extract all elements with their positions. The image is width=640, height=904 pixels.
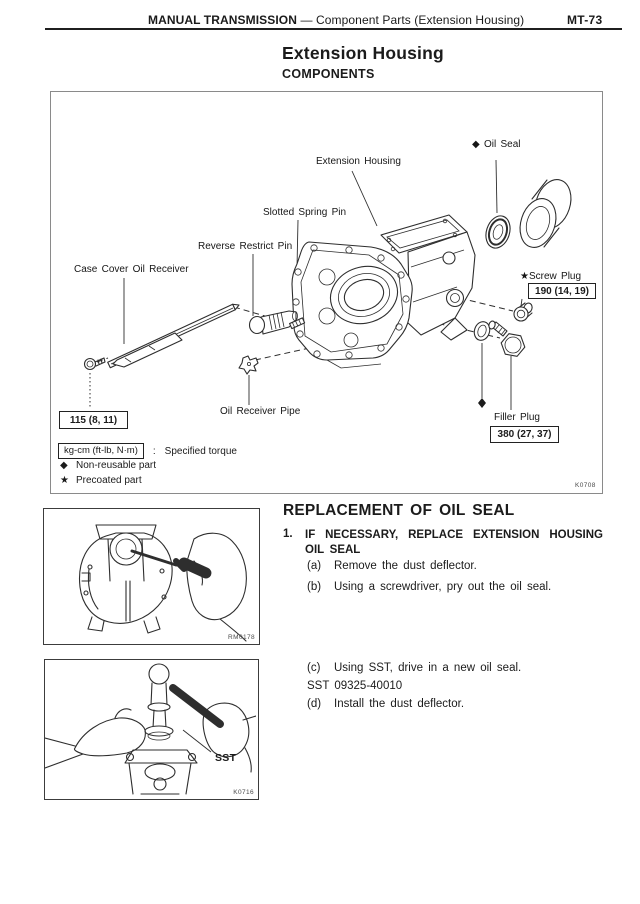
header-rule bbox=[45, 28, 622, 30]
label-slotted-spring-pin: Slotted Spring Pin bbox=[263, 207, 347, 218]
figure-drive-oil-seal bbox=[44, 659, 259, 800]
figure-pry-oil-seal bbox=[43, 508, 260, 645]
legend-torque-desc: Specified torque bbox=[164, 445, 237, 457]
substep-a-id: (a) bbox=[307, 560, 322, 572]
substep-b-id: (b) bbox=[307, 581, 322, 593]
figure-pry-art bbox=[44, 509, 257, 642]
substep-c-id: (c) bbox=[307, 662, 321, 674]
legend-precoated-row bbox=[60, 475, 142, 486]
dust-deflector-drawing bbox=[514, 175, 577, 252]
legend-non-reusable-row bbox=[60, 460, 156, 471]
legend-non-reusable-desc: Non-reusable part bbox=[76, 460, 157, 471]
hand-silhouette bbox=[187, 533, 247, 641]
page-title: Extension Housing bbox=[282, 43, 444, 63]
label-oil-receiver-pipe: Oil Receiver Pipe bbox=[220, 406, 301, 417]
sst-driver-tool bbox=[145, 664, 173, 740]
extension-housing-drawing bbox=[292, 215, 475, 368]
label-reverse-restrict-pin: Reverse Restrict Pin bbox=[198, 241, 293, 252]
header-subsection: — Component Parts (Extension Housing) bbox=[297, 13, 525, 27]
figure-code: RM0178 bbox=[228, 634, 255, 641]
filler-plug-drawing bbox=[488, 320, 525, 356]
oil-seal-being-pried bbox=[110, 533, 142, 565]
non-reusable-diamond-icon bbox=[478, 398, 486, 408]
legend-precoated-desc: Precoated part bbox=[76, 475, 142, 486]
substep-b-text: Using a screwdriver, pry out the oil seal. bbox=[334, 581, 552, 593]
legend-torque-row bbox=[58, 443, 237, 459]
label-case-cover-oil-receiver: Case Cover Oil Receiver bbox=[74, 264, 189, 275]
screw-plug-drawing bbox=[514, 302, 533, 321]
page-header bbox=[148, 13, 524, 27]
housing-top-view bbox=[125, 750, 197, 794]
label-extension-housing: Extension Housing bbox=[316, 156, 401, 167]
figure-drive-art bbox=[45, 660, 256, 797]
torque-box-screw-plug: 190 (14, 19) bbox=[528, 283, 596, 299]
substep-d-text: Install the dust deflector. bbox=[334, 698, 465, 710]
procedure-heading: REPLACEMENT OF OIL SEAL bbox=[283, 502, 515, 519]
substep-a-text: Remove the dust deflector. bbox=[334, 560, 477, 572]
step-number: 1. bbox=[283, 528, 293, 540]
case-cover-oil-receiver-drawing bbox=[108, 304, 239, 367]
left-hand bbox=[45, 709, 145, 768]
torque-box-case-cover-bolt: 115 (8, 11) bbox=[59, 411, 128, 429]
oil-seal-drawing bbox=[482, 213, 514, 251]
page-number: MT-73 bbox=[567, 13, 603, 27]
star-icon: ★ bbox=[60, 475, 69, 486]
label-screw-plug: ★Screw Plug bbox=[520, 271, 582, 282]
legend-unit-box: kg-cm (ft-lb, N·m) bbox=[58, 443, 144, 459]
oil-receiver-pipe-drawing bbox=[239, 356, 258, 374]
label-filler-plug: Filler Plug bbox=[494, 412, 540, 423]
diagram-figure-code: K0708 bbox=[575, 482, 596, 489]
step-title: IF NECESSARY, REPLACE EXTENSION HOUSING OIL SEAL bbox=[305, 529, 603, 556]
figure-code: K0716 bbox=[233, 789, 254, 796]
substep-d-id: (d) bbox=[307, 698, 322, 710]
torque-box-filler-plug: 380 (27, 37) bbox=[490, 426, 559, 443]
diamond-icon: ◆ bbox=[60, 460, 68, 471]
components-diagram bbox=[50, 91, 603, 494]
legend-colon: : bbox=[152, 445, 156, 457]
label-oil-seal: ◆ Oil Seal bbox=[472, 139, 521, 150]
reverse-restrict-pin-drawing bbox=[250, 311, 298, 334]
substep-c-text: Using SST, drive in a new oil seal. bbox=[334, 662, 522, 674]
sst-tool-label: SST bbox=[215, 752, 237, 764]
components-subtitle: COMPONENTS bbox=[282, 67, 375, 81]
header-section: MANUAL TRANSMISSION bbox=[148, 13, 298, 27]
sst-part-number: SST 09325-40010 bbox=[307, 680, 403, 692]
